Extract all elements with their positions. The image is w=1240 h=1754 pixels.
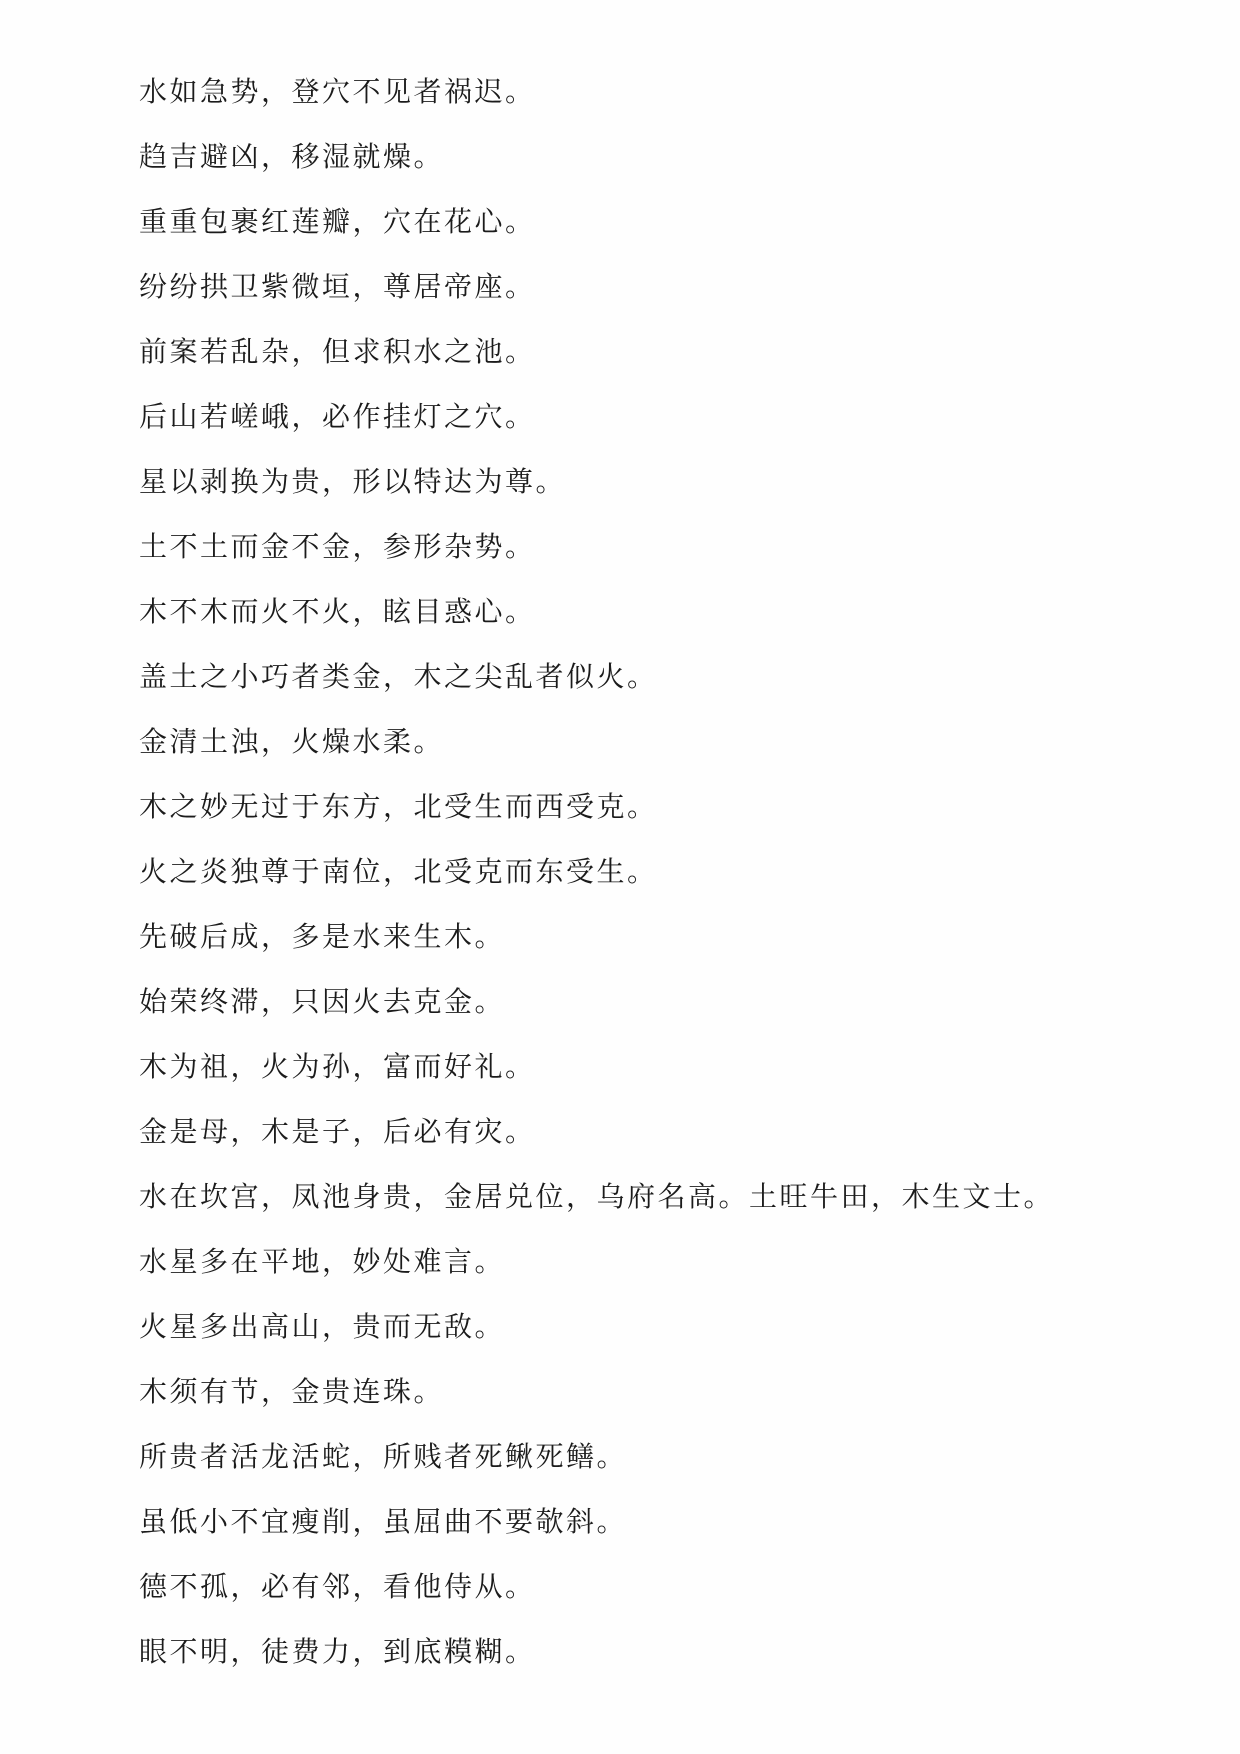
- text-line: 纷纷拱卫紫微垣，尊居帝座。: [139, 272, 536, 303]
- text-line: 星以剥换为贵，形以特达为尊。: [139, 467, 567, 498]
- text-line: 前案若乱杂，但求积水之池。: [139, 337, 536, 368]
- text-line: 重重包裹红莲瓣，穴在花心。: [139, 207, 536, 238]
- text-line: 木为祖，火为孙，富而好礼。: [139, 1052, 536, 1083]
- text-line: 虽低小不宜瘦削，虽屈曲不要欹斜。: [139, 1507, 628, 1538]
- text-line: 火星多出高山，贵而无敌。: [139, 1312, 506, 1343]
- text-line: 火之炎独尊于南位，北受克而东受生。: [139, 857, 658, 888]
- text-line: 先破后成，多是水来生木。: [139, 922, 506, 953]
- text-line: 金清土浊，火燥水柔。: [139, 727, 445, 758]
- text-line: 土不土而金不金，参形杂势。: [139, 532, 536, 563]
- text-line: 德不孤，必有邻，看他侍从。: [139, 1572, 536, 1603]
- text-line: 眼不明，徒费力，到底糢糊。: [139, 1637, 536, 1668]
- document-content: [139, 60, 1180, 1685]
- text-line: 木须有节，金贵连珠。: [139, 1377, 445, 1408]
- text-line: 后山若嵯峨，必作挂灯之穴。: [139, 402, 536, 433]
- text-line: 金是母，木是子，后必有灾。: [139, 1117, 536, 1148]
- text-line: 趋吉避凶，移湿就燥。: [139, 142, 445, 173]
- text-line: 木不木而火不火，眩目惑心。: [139, 597, 536, 628]
- text-line: 始荣终滞，只因火去克金。: [139, 987, 506, 1018]
- text-line: 水如急势，登穴不见者祸迟。: [139, 77, 536, 108]
- text-line: 木之妙无过于东方，北受生而西受克。: [139, 792, 658, 823]
- text-line: 水在坎宫，凤池身贵，金居兑位，乌府名高。土旺牛田，木生文士。: [139, 1182, 1055, 1213]
- text-line: 所贵者活龙活蛇，所贱者死鳅死鳝。: [139, 1442, 628, 1473]
- text-line: 水星多在平地，妙处难言。: [139, 1247, 506, 1278]
- text-line: 盖土之小巧者类金，木之尖乱者似火。: [139, 662, 658, 693]
